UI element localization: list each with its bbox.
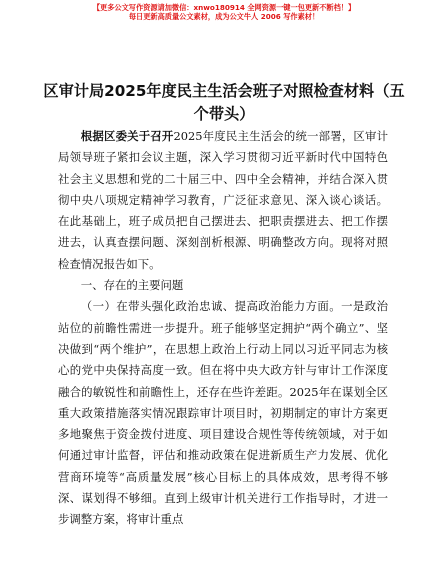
point-one-paragraph: （一）在带头强化政治忠诚、提高政治能力方面。一是政治站位的前瞻性需进一步提升。班子能够坚定拥护“两个确立”、坚决做到“两个维护”，在思想上政治上行动上同以习近平同志为核心的党中央保持高度一致。但在将中央大政方针与审计工作深度融合的敏锐性和前瞻性上，还存在些许差距。2025年在谋划全区重大政策措施落实情况跟踪审计项目时，初期制定的审计方案更多地聚焦于资金拨付进度、项目建设合规性等传统领域，对于如何通过审计监督，评估和推动政策在促进新质生产力发展、优化营商环境等“高质量发展”核心目标上的具体成效，思考得不够深、谋划得不够细。直到上级审计机关进行工作指导时，才进一步调整方案，将审计重点 <box>58 299 388 527</box>
promo-banner <box>0 4 448 22</box>
intro-text: 2025年度民主生活会的统一部署，区审计局领导班子紧扣会议主题，深入学习贯彻习近平新时代中国特色社会主义思想和党的二十届三中、四中全会精神，并结合深入贯彻中央八项规定精神学习教育，广泛征求意见、深入谈心谈话。在此基础上，班子成员把自己摆进去、把职责摆进去、把工作摆进去，认真查摆问题、深刻剖析根源、明确整改方向。现将对照检查情况报告如下。 <box>58 129 388 271</box>
intro-lead: 根据区委关于召开 <box>80 129 174 143</box>
section-heading: 一、存在的主要问题 <box>80 278 184 293</box>
document-title: 区审计局2025年度民主生活会班子对照检查材料（五个带头） <box>43 82 405 123</box>
document-body <box>58 126 388 531</box>
promo-banner-line2: 每日更新高质量公文素材，成为公文牛人 2006 写作素材！ <box>128 12 320 22</box>
intro-paragraph <box>58 126 388 275</box>
promo-banner-line1: 【更多公文写作资源请加微信：xnwo180914 全网资源一键一包更新不断档！】 <box>92 3 356 12</box>
